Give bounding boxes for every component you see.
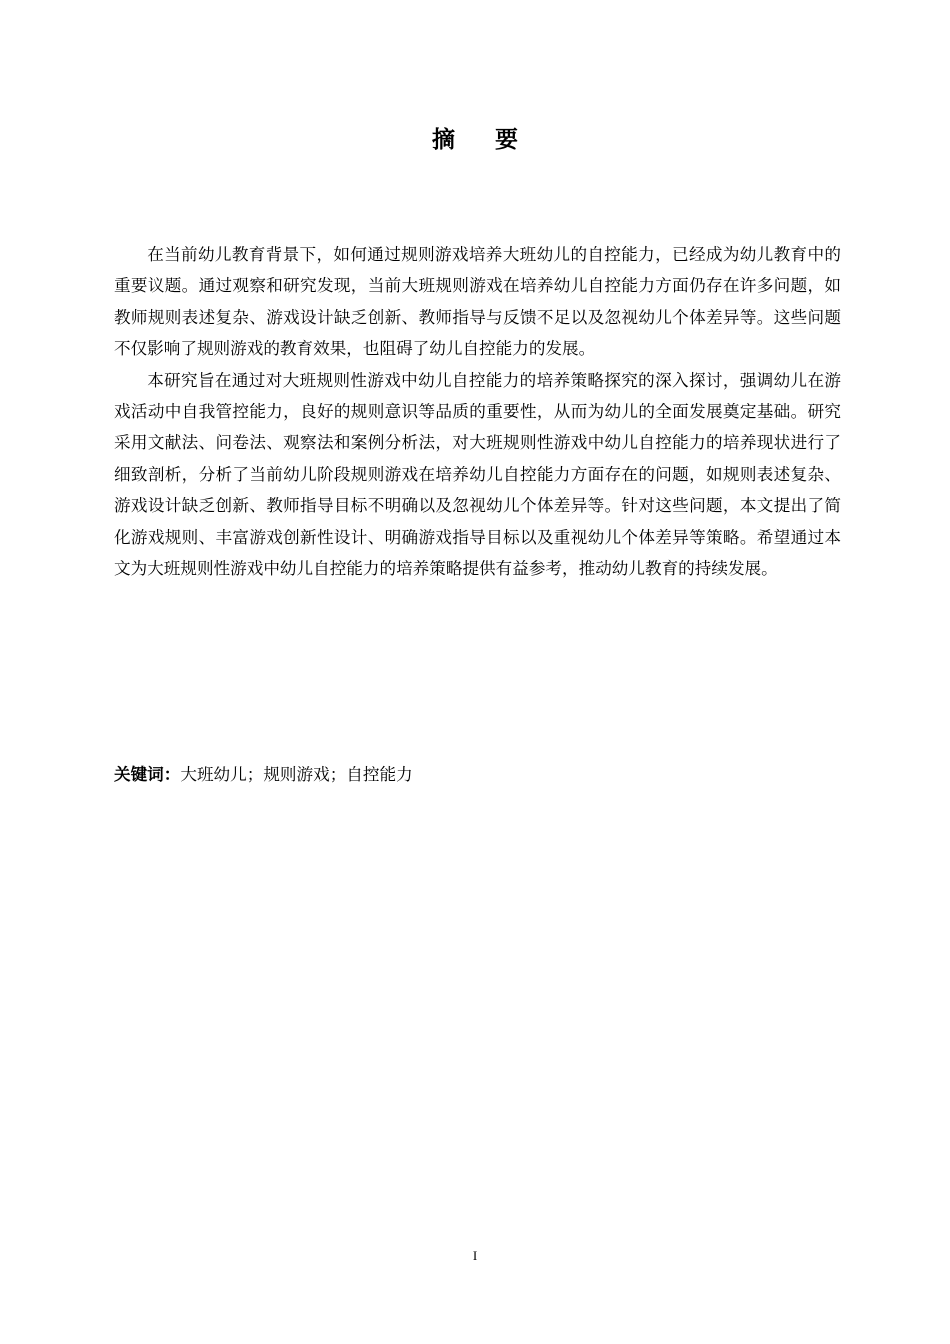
keywords-label: 关键词： [114,765,181,784]
keywords-text: 大班幼儿；规则游戏；自控能力 [180,765,413,784]
page-number: I [472,1248,478,1263]
abstract-paragraph-1: 在当前幼儿教育背景下，如何通过规则游戏培养大班幼儿的自控能力，已经成为幼儿教育中的重要议题。通过观察和研究发现，当前大班规则游戏在培养幼儿自控能力方面仍存在许多问题，如教师规则表述复杂、游戏设计缺乏创新、教师指导与反馈不足以及忽视幼儿个体差异等。这些问题不仅影响了规则游戏的教育效果，也阻碍了幼儿自控能力的发展。 [114,245,841,359]
abstract-body [114,239,841,584]
abstract-paragraph-2: 本研究旨在通过对大班规则性游戏中幼儿自控能力的培养策略探究的深入探讨，强调幼儿在游戏活动中自我管控能力，良好的规则意识等品质的重要性，从而为幼儿的全面发展奠定基础。研究采用文献法、问卷法、观察法和案例分析法，对大班规则性游戏中幼儿自控能力的培养现状进行了细致剖析，分析了当前幼儿阶段规则游戏在培养幼儿自控能力方面存在的问题，如规则表述复杂、游戏设计缺乏创新、教师指导目标不明确以及忽视幼儿个体差异等。针对这些问题，本文提出了简化游戏规则、丰富游戏创新性设计、明确游戏指导目标以及重视幼儿个体差异等策略。希望通过本文为大班规则性游戏中幼儿自控能力的培养策略提供有益参考，推动幼儿教育的持续发展。 [114,370,841,579]
keywords-line [114,761,841,789]
abstract-title: 摘 要 [431,127,534,153]
